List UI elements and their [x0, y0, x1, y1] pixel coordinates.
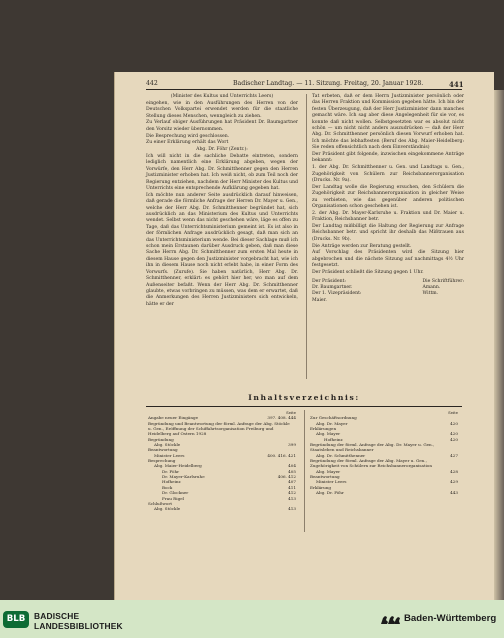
secretary-name: Wittm.: [422, 291, 439, 297]
index-entry-text: Begründung der förml. Anfrage der Abg. Mayer u. Gen., Zugehörigkeit von Schülern zur Reichsbannerorganisation: [310, 458, 433, 469]
index-entry-page: 411: [288, 484, 296, 490]
page-edge: [494, 90, 504, 600]
index-entry-page: 397. 408. 444: [267, 415, 296, 421]
index-entry-page: 407: [288, 479, 296, 485]
index-entry-page: 428: [450, 468, 458, 474]
index-entry-page: 412: [288, 490, 296, 496]
index-entry-text: Erklärung: [310, 484, 332, 490]
index-entry: [310, 442, 458, 453]
secretaries-title: Die Schriftführer:: [422, 278, 464, 284]
index-entry-text: Dr. Glockner: [162, 490, 189, 496]
library-name-line1: BADISCHE: [34, 611, 80, 621]
index-entry-text: Hofheinz: [162, 479, 181, 485]
index-entry-page: 399: [288, 442, 296, 448]
paragraph: Die Besprechung wird geschlossen.: [146, 133, 230, 139]
paragraph: Der Präsident schließt die Sitzung gegen 1 Uhr.: [312, 270, 424, 276]
header-rule: [146, 89, 462, 90]
paragraph: Ich will nicht in die sachliche Debatte eintreten, sondern lediglich namentlich eine Erklärung abgeben, wegen der Vorwürfe, den Herr Abg. Dr. Schmitthenner gegen den Herren Justizminister erhoben hat. Ich weiß nicht, ob zum Teil noch der Regierung entziehen, nachdem der Herr Minister des Kultus und Unterrichts eine entsprechende Aufklärung gegeben hat.: [146, 154, 298, 192]
index-entry-text: Schlußwort: [148, 500, 172, 506]
right-text-column: [312, 94, 464, 304]
left-page-number: 442: [146, 80, 158, 87]
index-entry-text: Abg. Dr. Föhr: [316, 490, 344, 496]
index-entry-text: Hofheinz: [324, 436, 343, 442]
index-entry-page: 413: [288, 506, 296, 512]
index-entry-text: Beantwortung: [310, 474, 340, 480]
signature-block: [312, 279, 464, 305]
index-entry-text: Begründung und Beantwortung der förml. Anfrage der Abg. Stöckle u. Gen., Eröffnung der Schiffahrtsorganisation Freiburg und Heidelberg auf Ostern 1928: [148, 420, 290, 437]
index-entry-text: Abg. Mayer: [316, 468, 341, 474]
paragraph: eingehen, wie in den Ausführungen des Herren von der Deutschen Volkspartei erwendet werden für die staatliche Stellung dieses Menschen, wenngleich zu ziehen.: [146, 100, 298, 119]
index-entry-text: Abg. Dr. Schmitthenner: [316, 452, 366, 458]
index-entry-page: 420: [450, 431, 458, 437]
seite-label: Seite: [286, 410, 296, 415]
index-entry-text: Erklärungen: [310, 426, 337, 432]
motion-item: 2. der Abg. Dr. Mayer-Karlsruhe u. Fraktion und Dr. Maier u. Fraktion, Reichsbanner betr.: [312, 210, 464, 223]
library-name-line2: LANDESBIBLIOTHEK: [34, 621, 123, 631]
column-divider: [306, 94, 307, 379]
index-entry: [310, 490, 458, 495]
index-entry-page: 400. 416. 421: [267, 452, 296, 458]
running-header: Badischer Landtag. — 11. Sitzung. Freitag, 20. Januar 1928.: [233, 80, 424, 87]
motion-text: Der Landtag mißbilligt die Haltung der Regierung zur Anfrage Reichsbanner betr. und spricht ihr deshalb das Mißtrauen aus (Drucks. Nr. 9b).: [312, 224, 464, 242]
vice-president-title: Der 1. Vizepräsident:: [312, 291, 362, 297]
index-entry-text: Begründung: [148, 436, 174, 442]
index-entry-text: Abg. Stöckle: [154, 442, 181, 448]
index-entry-page: 443: [450, 490, 458, 496]
index-entry-page: 420: [450, 436, 458, 442]
index-entry-page: 420: [450, 420, 458, 426]
index-entry-text: Frau Rigel: [162, 495, 184, 501]
index-divider: [304, 410, 305, 532]
index-entry: [148, 421, 296, 437]
paragraph: Auf Vorschlag des Präsidenten wird die Sitzung hier abgebrochen und die nächste Sitzung auf nachmittags 4½ Uhr festgesetzt.: [312, 250, 464, 269]
index-entry-text: Zur Geschäftsordnung: [310, 415, 357, 421]
speaker-heading: Abg. Dr. Föhr (Zentr.):: [196, 147, 248, 153]
paragraph: Die Anträge werden zur Beratung gestellt.: [312, 243, 412, 249]
paragraph: Zu Verlauf obiger Ausführungen hat Präsident Dr. Baumgartner den Vorsitz wieder übernommen.: [146, 120, 298, 132]
index-entry-page: 405: [288, 468, 296, 474]
index-entry-page: 413: [288, 495, 296, 501]
index-entry-text: Minister Leers: [154, 452, 185, 458]
index-entry: [310, 458, 458, 469]
index-entry-text: Abg. Mayer: [316, 431, 341, 437]
motion-item: 1. der Abg. Dr. Schmitthenner u. Gen. und Landtags u. Gen., Zugehörigkeit von Schülern zur Reichsbannerorganisation (Drucks. Nr. 9a).: [312, 165, 464, 184]
index-entry-page: 429: [450, 479, 458, 485]
secretary-name: Amann.: [422, 284, 441, 290]
left-text-column: [146, 94, 298, 309]
index-entry-page: 427: [450, 452, 458, 458]
bw-lions-icon: [379, 612, 401, 627]
secretaries-signature: [423, 279, 465, 305]
index-entry-text: Minister Leers: [316, 479, 347, 485]
index-entry-text: Besprechung: [148, 458, 176, 464]
paragraph: Ich möchte nun anderer Seite ausdrücklich darauf hinweisen, daß gerade die förmliche Anfrage der Herren Dr. Mayer u. Gen., welche der Herr Abg. Dr. Schmitthenner begründet hat, sich ausdrücklich an das Ministerium des Kultus und Unterrichts wendet. Selbst wenn das nicht geschehen wäre, läge es offen zu Tage, daß das Unterrichtsministerium gemeint ist. Es ist also in der förmlichen Anfrage ausdrücklich gesagt, daß man sich an das Unterrichtsministerium wende. Bei dieser Sachlage muß ich schon mein Erstaunen darüber Ausdruck geben, daß man diese Sache Herrn Abg. Dr. Schmitthenner zum ersten Mal heute in diesem Hause gegen den Justizminister vorgebracht hat, wie ich ihn in diesem Hause noch nicht erlebt habe, in einer Form des Vorwurfs. (Zurufe). Sie haben natürlich, Herr Abg. Dr. Schmitthenner, erklärt: es gehört hier her, wo man auf dem Außenseiter befaßt. Wenn der Herr Abg. Dr. Schmitthenner glaubte, etwas vorbringen zu müssen, was dem er erwartet, daß die Anmerkungen des Herren Justizministers sich entwickeln, hätte er der: [146, 192, 298, 307]
index-entry-text: Begründung der förml. Anfrage der Abg. Dr. Mayer u. Gen., Staatsleben und Reichsbanner: [310, 442, 435, 453]
vice-president-name: Maier.: [312, 297, 327, 303]
index-entry-text: Abg. Stöckle: [154, 506, 181, 512]
index-entry-text: Angabe neuer Eingänge: [148, 415, 199, 421]
index-entry-text: Dr. Föhr: [162, 468, 180, 474]
paragraph: Der Präsident gibt folgende, inzwischen eingekommene Anträge bekannt:: [312, 152, 464, 164]
index-entry: [148, 506, 296, 511]
blb-logo[interactable]: BLB: [3, 611, 29, 628]
index-title: Inhaltsverzeichnis:: [248, 393, 360, 402]
index-entry-text: Abg. Dr. Mayer: [316, 420, 348, 426]
right-page-number: 441: [449, 80, 464, 89]
paragraph: (Minister des Kultus und Unterrichts Leers): [170, 94, 274, 99]
index-entry-page: 406. 412: [277, 474, 296, 480]
president-signature: [312, 279, 361, 305]
index-entry-text: Abg. Maier-Heidelberg: [154, 463, 202, 469]
index-rule: [146, 406, 462, 407]
paragraph: Zu einer Erklärung erhält das Wort: [146, 140, 229, 146]
index-entry-text: Bock: [162, 484, 173, 490]
index-entry-text: Beantwortung: [148, 447, 178, 453]
paragraph: Tat erbeten, daß er dem Herrn Justizminister persönlich oder das Herren Fraktion und Kommission gegeben hätte. Ich bin der festen Überzeugung, daß der Herr Justizminister dann manches gemacht wäre. Ich sag aber diese Angelegenheit für sie vor, es konnte daß nicht wollen. Selbstgesetzten war es absolut nicht schön — um nicht nicht anders auszudrücken — daß der Herr Abg. Dr. Schmitthenner persönlich diesen Vorwurf erhoben hat. Ich möchte das lebhaftesten (Beruf des Abg. Maier-Heidelberg: Sie reden offensichtlich nach dem Einverständnis): [312, 94, 464, 151]
index-left-column: [148, 410, 296, 512]
president-title: Der Präsident:: [312, 278, 346, 284]
president-name: Dr. Baumgartner.: [312, 284, 353, 290]
state-name[interactable]: Baden-Württemberg: [404, 613, 497, 624]
index-right-column: [310, 410, 458, 496]
index-entry-page: 404: [288, 463, 296, 469]
seite-label: Seite: [448, 410, 458, 415]
index-entry-text: Dr. Mayer-Karlsruhe: [162, 474, 205, 480]
motion-text: Der Landtag wolle die Regierung ersuchen, den Schülern die Zugehörigkeit zur Reichsbannerorganisation in gleicher Weise zu verbieten, wie das gegenüber anderen politischen Organisationen schon geschehen ist.: [312, 184, 464, 210]
